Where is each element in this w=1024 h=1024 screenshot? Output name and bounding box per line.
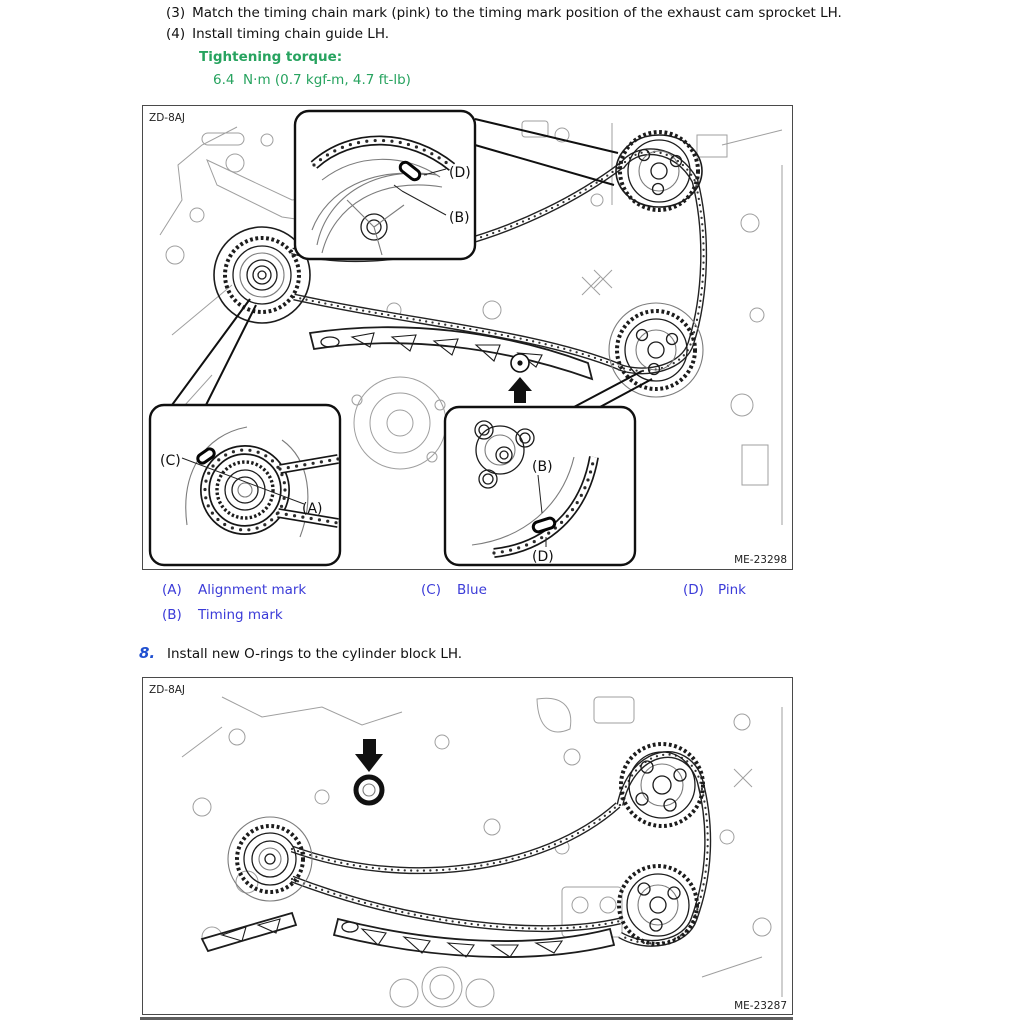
legend-key-b: (B): [162, 607, 182, 623]
label-a: (A): [302, 501, 323, 517]
legend-key-a: (A): [162, 582, 182, 598]
step8-number: 8.: [139, 644, 156, 662]
callout-box-bottom-left: [150, 405, 340, 565]
legend-label-b: Timing mark: [198, 607, 283, 623]
figure-timing-chain-marks: [142, 105, 793, 570]
label-b-top: (B): [449, 210, 470, 226]
figure1-code: ZD-8AJ: [149, 112, 186, 124]
substep-4-text: Install timing chain guide LH.: [192, 26, 390, 42]
callout-box-bottom-right: [445, 407, 635, 565]
step8-text: Install new O-rings to the cylinder block LH.: [167, 646, 463, 662]
legend-label-d: Pink: [718, 582, 746, 598]
torque-value: 6.4 N·m (0.7 kgf-m, 4.7 ft-lb): [213, 72, 411, 88]
figure2-diagram: [142, 677, 793, 1015]
guide-bolt: [511, 354, 529, 372]
figure2-border: [143, 678, 793, 1015]
substep-4-number: (4): [166, 26, 186, 42]
figure1-ref: ME-23298: [734, 554, 787, 566]
label-d-br: (D): [532, 549, 554, 565]
legend-item-a: [162, 582, 306, 598]
label-d-top: (D): [449, 165, 471, 181]
substep-3: [166, 5, 842, 21]
substep-4: [166, 26, 389, 42]
torque-heading: Tightening torque:: [199, 49, 343, 65]
figure-o-rings: [142, 677, 793, 1015]
label-b-br: (B): [532, 459, 553, 475]
callout-box-top: [295, 111, 475, 259]
legend-item-b: [162, 607, 283, 623]
substep-3-number: (3): [166, 5, 186, 21]
legend-label-c: Blue: [457, 582, 487, 598]
page-bottom-rule: [140, 1017, 793, 1020]
legend-key-c: (C): [421, 582, 441, 598]
legend-label-a: Alignment mark: [198, 582, 307, 598]
figure2-code: ZD-8AJ: [149, 684, 186, 696]
legend-key-d: (D): [683, 582, 704, 598]
legend-item-d: [683, 582, 746, 598]
substep-3-text: Match the timing chain mark (pink) to the timing mark position of the exhaust cam sprocket LH.: [192, 5, 842, 21]
legend-item-c: [421, 582, 487, 598]
figure1-diagram: [142, 105, 793, 570]
label-c: (C): [160, 453, 181, 469]
figure2-ref: ME-23287: [734, 1000, 787, 1012]
